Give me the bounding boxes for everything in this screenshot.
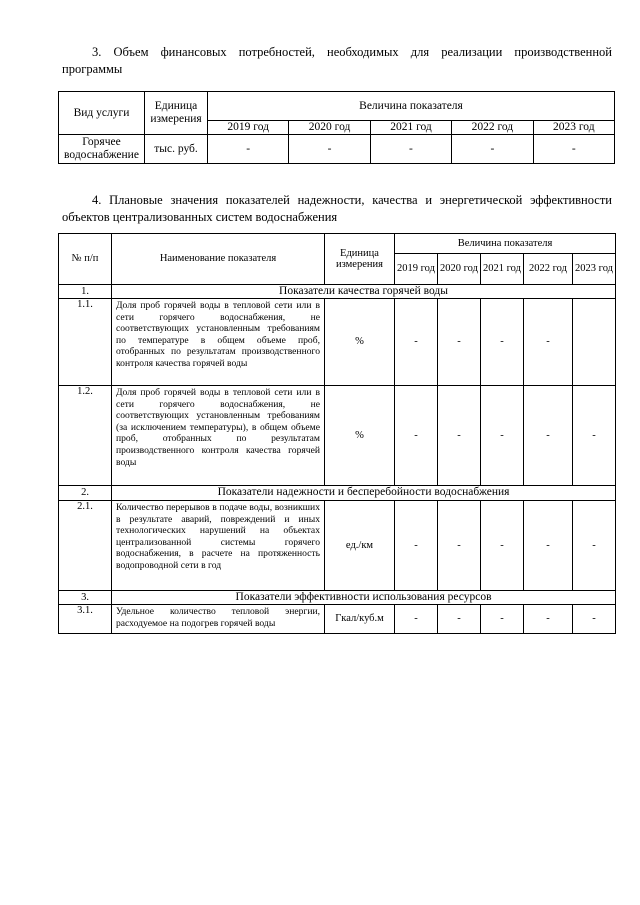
value-cell: -: [533, 135, 614, 164]
section-4-heading: 4. Плановые значения показателей надежности, качества и энергетической эффективности объектов централизованных систем водоснабжения: [62, 193, 612, 224]
value-cell: -: [481, 386, 524, 486]
value-cell: -: [438, 386, 481, 486]
value-cell: -: [573, 605, 616, 634]
value-cell: -: [481, 299, 524, 386]
indicator-name: Доля проб горячей воды в тепловой сети или в сети горячего водоснабжения, не соответствующих установленным требованиям (за исключением температуры), в общем объеме проб, отобранных по результатам производственного контроля качества горячей воды: [112, 386, 325, 486]
row-number: 1.2.: [59, 386, 112, 486]
year-header: 2021 год: [481, 254, 524, 285]
year-header: 2022 год: [452, 121, 533, 135]
row-number: 1.1.: [59, 299, 112, 386]
col-header-unit: Единица измерения: [145, 92, 208, 135]
value-cell: -: [573, 501, 616, 591]
row-number: 1.: [59, 285, 112, 299]
value-cell: -: [452, 135, 533, 164]
unit-cell: %: [325, 386, 395, 486]
year-header: 2023 год: [573, 254, 616, 285]
indicator-name: Удельное количество тепловой энергии, расходуемое на подогрев горячей воды: [112, 605, 325, 634]
section-row-title: Показатели качества горячей воды: [112, 285, 616, 299]
col-header-name: Наименование показателя: [112, 234, 325, 285]
indicator-name: Количество перерывов в подаче воды, возникших в результате аварий, повреждений и иных технологических нарушений на объектах централизованной системы горячего водоснабжения, в расчете на протяженность водопроводной сети в год: [112, 501, 325, 591]
section-3-heading: 3. Объем финансовых потребностей, необходимых для реализации производственной программы: [62, 45, 612, 76]
year-header: 2022 год: [524, 254, 573, 285]
value-cell: -: [395, 386, 438, 486]
value-cell: -: [370, 135, 451, 164]
value-cell: -: [524, 386, 573, 486]
financial-needs-table: [58, 91, 615, 164]
year-header: 2020 год: [289, 121, 370, 135]
col-header-unit: Единица измерения: [325, 234, 395, 285]
value-cell: -: [438, 299, 481, 386]
value-cell: -: [395, 605, 438, 634]
year-header: 2021 год: [370, 121, 451, 135]
year-header: 2019 год: [395, 254, 438, 285]
service-cell: Горячее водоснабжение: [59, 135, 145, 164]
value-cell: -: [395, 299, 438, 386]
value-cell: -: [524, 605, 573, 634]
year-header: 2019 год: [208, 121, 289, 135]
value-cell: -: [438, 605, 481, 634]
indicators-table: [58, 233, 616, 634]
unit-cell: Гкал/куб.м: [325, 605, 395, 634]
value-cell: -: [438, 501, 481, 591]
value-cell: -: [395, 501, 438, 591]
value-cell: -: [524, 501, 573, 591]
year-header: 2023 год: [533, 121, 614, 135]
year-header: 2020 год: [438, 254, 481, 285]
value-cell: -: [289, 135, 370, 164]
row-number: 2.1.: [59, 501, 112, 591]
unit-cell: ед./км: [325, 501, 395, 591]
value-cell: -: [208, 135, 289, 164]
unit-cell: тыс. руб.: [145, 135, 208, 164]
col-header-value: Величина показателя: [208, 92, 615, 121]
col-header-value: Величина показателя: [395, 234, 616, 254]
section-row-title: Показатели надежности и бесперебойности водоснабжения: [112, 486, 616, 501]
indicator-name: Доля проб горячей воды в тепловой сети или в сети горячего водоснабжения, не соответствующих установленным требованиям по температуре в общем объеме проб, отобранных по результатам производственного контроля качества горячей воды: [112, 299, 325, 386]
row-number: 3.: [59, 591, 112, 605]
value-cell: [573, 299, 616, 386]
row-number: 2.: [59, 486, 112, 501]
value-cell: -: [481, 501, 524, 591]
unit-cell: %: [325, 299, 395, 386]
value-cell: -: [481, 605, 524, 634]
section-row-title: Показатели эффективности использования ресурсов: [112, 591, 616, 605]
row-number: 3.1.: [59, 605, 112, 634]
value-cell: -: [573, 386, 616, 486]
col-header-num: № п/п: [59, 234, 112, 285]
col-header-service: Вид услуги: [59, 92, 145, 135]
value-cell: -: [524, 299, 573, 386]
